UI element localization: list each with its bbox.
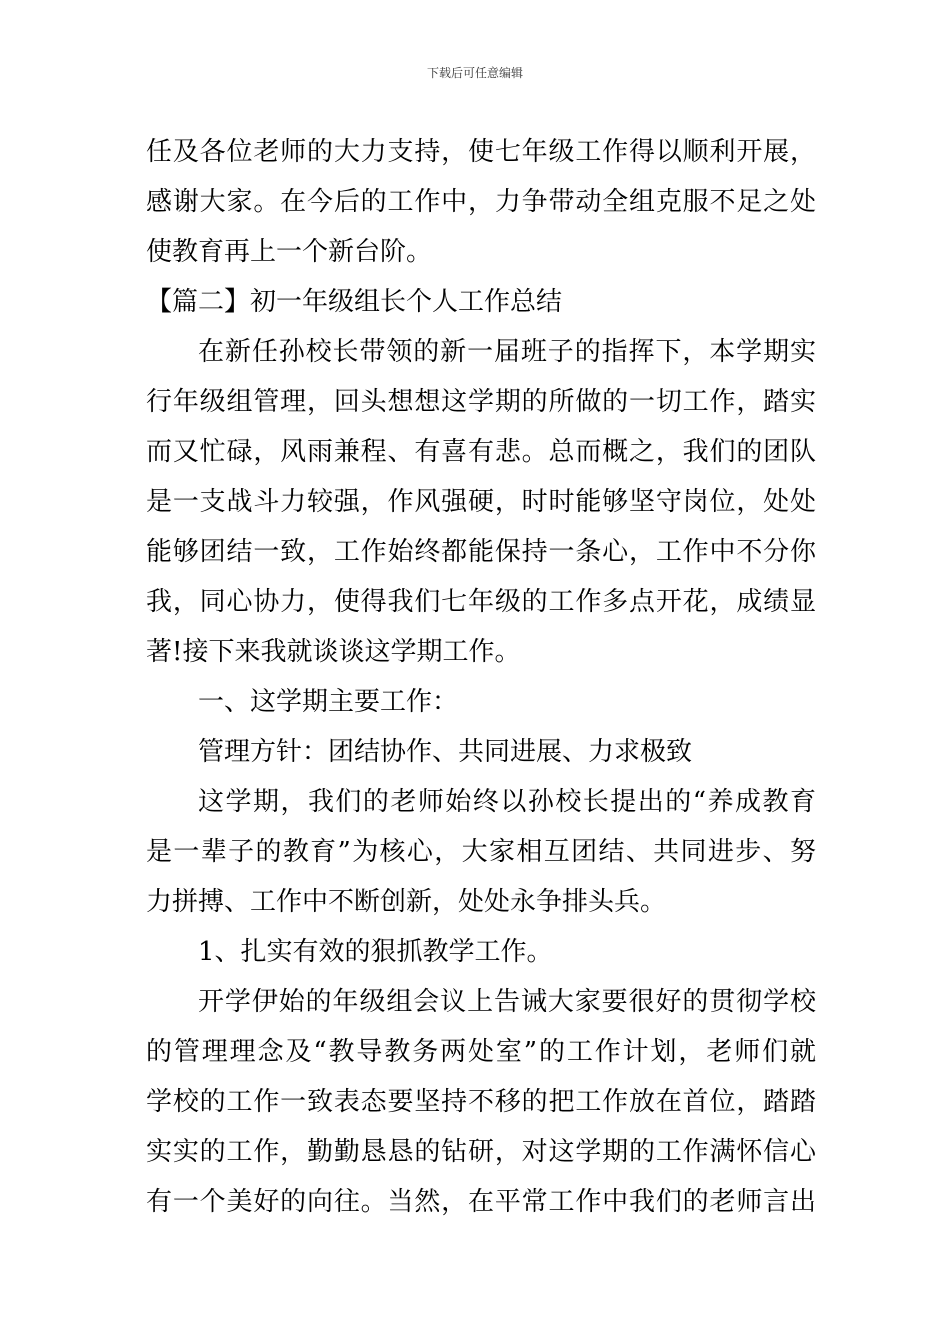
paragraph-line: 的管理理念及“教导教务两处室”的工作计划，老师们就 — [146, 1037, 816, 1067]
paragraph-line: 感谢大家。在今后的工作中，力争带动全组克服不足之处 — [146, 187, 816, 217]
paragraph-line: 是一支战斗力较强，作风强硬，时时能够坚守岗位，处处 — [146, 487, 816, 517]
paragraph-line: 有一个美好的向往。当然，在平常工作中我们的老师言出 — [146, 1187, 816, 1217]
paragraph-line: 著!接下来我就谈谈这学期工作。 — [146, 637, 521, 667]
section-heading: 【篇二】初一年级组长个人工作总结 — [146, 287, 563, 317]
paragraph-line: 开学伊始的年级组会议上告诫大家要很好的贯彻学校 — [198, 987, 816, 1017]
paragraph-line: 使教育再上一个新台阶。 — [146, 237, 433, 267]
paragraph-line: 是一辈子的教育”为核心，大家相互团结、共同进步、努 — [146, 837, 816, 867]
paragraph-line: 在新任孙校长带领的新一届班子的指挥下，本学期实 — [198, 337, 816, 367]
paragraph-line: 这学期，我们的老师始终以孙校长提出的“养成教育 — [198, 787, 816, 817]
paragraph-line: 学校的工作一致表态要坚持不移的把工作放在首位，踏踏 — [146, 1087, 816, 1117]
paragraph-line: 任及各位老师的大力支持，使七年级工作得以顺利开展， — [146, 137, 816, 167]
subsection-heading: 1、扎实有效的狠抓教学工作。 — [198, 937, 553, 967]
paragraph-line: 能够团结一致，工作始终都能保持一条心，工作中不分你 — [146, 537, 816, 567]
paragraph-line: 而又忙碌，风雨兼程、有喜有悲。总而概之，我们的团队 — [146, 437, 816, 467]
document-body — [146, 127, 816, 1227]
paragraph-line: 实实的工作，勤勤恳恳的钻研，对这学期的工作满怀信心 — [146, 1137, 816, 1167]
paragraph-line: 力拼搏、工作中不断创新，处处永争排头兵。 — [146, 887, 667, 917]
page-header-note: 下载后可任意编辑 — [426, 66, 523, 80]
paragraph-line: 行年级组管理，回头想想这学期的所做的一切工作，踏实 — [146, 387, 816, 417]
paragraph-line: 我，同心协力，使得我们七年级的工作多点开花，成绩显 — [146, 587, 816, 617]
paragraph-line: 管理方针：团结协作、共同进展、力求极致 — [198, 737, 693, 767]
subsection-heading: 一、这学期主要工作： — [198, 687, 459, 717]
